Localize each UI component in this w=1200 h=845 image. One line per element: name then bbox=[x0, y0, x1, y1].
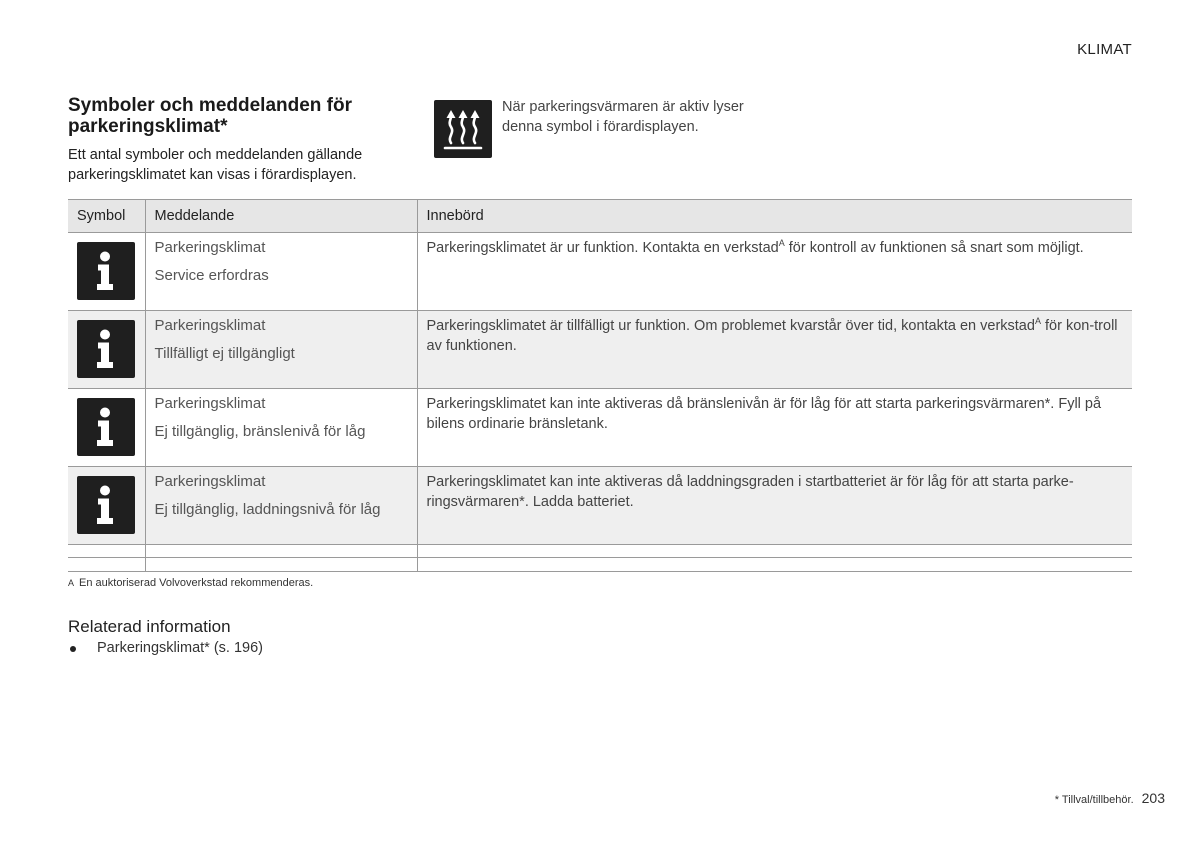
related-link[interactable]: Parkeringsklimat* (s. 196) bbox=[68, 640, 263, 656]
related-information bbox=[68, 617, 263, 656]
info-icon bbox=[77, 398, 135, 456]
message-subtitle: Ej tillgänglig, laddningsnivå för låg bbox=[154, 501, 381, 518]
meaning-text: Parkeringsklimatet är ur funktion. Kontakta en verkstad$^A$ för kontroll av funktionen så snart som möjligt. bbox=[417, 233, 1132, 311]
optional-note: * Tillval/tillbehör. bbox=[1054, 794, 1134, 806]
meaning-text: Parkeringsklimatet kan inte aktiveras då laddningsgraden i startbatteriet är för låg för att starta parke-ringsvärmaren*. Ladda batteriet. bbox=[417, 467, 1132, 545]
info-icon bbox=[77, 476, 135, 534]
meaning-text: Parkeringsklimatet är tillfälligt ur funktion. Om problemet kvarstår över tid, kontakta en verkstad$^A$ för kon-troll av funktionen. bbox=[417, 311, 1132, 389]
message-title: Parkeringsklimat bbox=[154, 239, 266, 256]
table-footnote bbox=[68, 577, 313, 589]
page-footer bbox=[1055, 790, 1165, 808]
table-row bbox=[68, 467, 1132, 545]
table-header-row bbox=[68, 200, 1132, 233]
table-row-empty bbox=[68, 545, 1132, 558]
intro-block bbox=[68, 95, 408, 185]
section-title: KLIMAT bbox=[1077, 41, 1132, 58]
message-subtitle: Service erfordras bbox=[154, 267, 269, 284]
column-header-meaning: Innebörd bbox=[417, 200, 1132, 233]
bullet-icon bbox=[70, 646, 76, 652]
related-title: Relaterad information bbox=[68, 617, 231, 636]
message-title: Parkeringsklimat bbox=[154, 317, 266, 334]
footnote-ref: A bbox=[778, 238, 785, 249]
symbol-message-table bbox=[68, 199, 1132, 572]
info-icon bbox=[77, 242, 135, 300]
table-row bbox=[68, 389, 1132, 467]
message-subtitle: Ej tillgänglig, bränslenivå för låg bbox=[154, 423, 366, 440]
footnote-mark: A bbox=[68, 578, 75, 588]
message-subtitle: Tillfälligt ej tillgängligt bbox=[154, 345, 295, 362]
table-row-empty bbox=[68, 558, 1132, 572]
message-title: Parkeringsklimat bbox=[154, 473, 266, 490]
footnote-ref: A bbox=[1034, 316, 1041, 327]
intro-text: Ett antal symboler och meddelanden gällande parkeringsklimatet kan visas i förardisplayen. bbox=[68, 147, 363, 183]
column-header-message: Meddelande bbox=[145, 200, 417, 233]
message-title: Parkeringsklimat bbox=[154, 395, 266, 412]
page-title: Symboler och meddelanden för parkeringsklimat* bbox=[68, 95, 352, 137]
page-number: 203 bbox=[1141, 790, 1165, 806]
table-row bbox=[68, 311, 1132, 389]
footnote-text: En auktoriserad Volvoverkstad rekommenderas. bbox=[79, 577, 314, 589]
meaning-text: Parkeringsklimatet kan inte aktiveras då bränslenivån är för låg för att starta parkeringsvärmaren*. Fyll på bilens ordinarie bränsletank. bbox=[417, 389, 1132, 467]
table-row bbox=[68, 233, 1132, 311]
info-icon bbox=[77, 320, 135, 378]
heater-symbol-description: När parkeringsvärmaren är aktiv lyser denna symbol i förardisplayen. bbox=[502, 99, 744, 135]
column-header-symbol: Symbol bbox=[68, 200, 145, 233]
heater-icon bbox=[434, 100, 492, 158]
